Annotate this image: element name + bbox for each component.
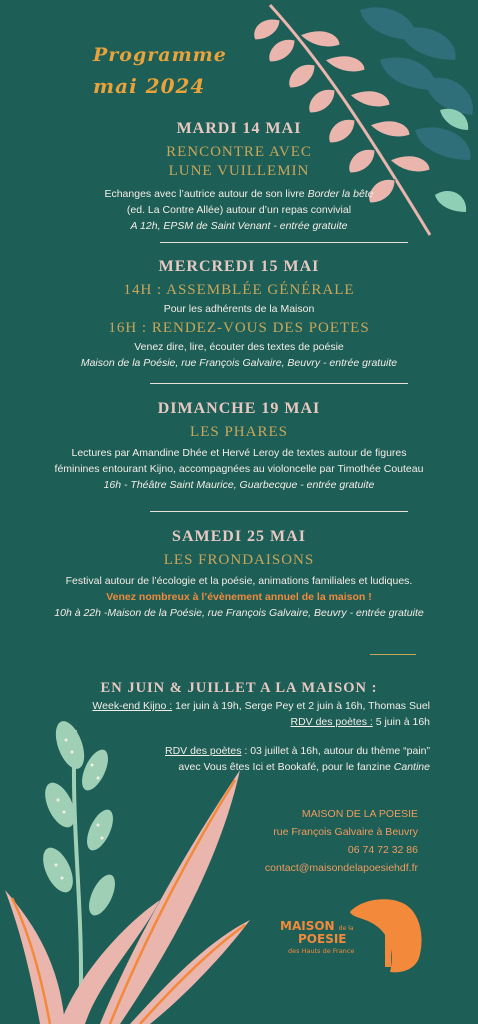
event-info: 10h à 22h -Maison de la Poésie, rue François Galvaire, Beuvry - entrée gratuite	[54, 607, 424, 619]
event-title: 14H : ASSEMBLÉE GÉNÉRALE	[123, 282, 355, 298]
event-mardi	[25, 120, 453, 234]
rdv-link[interactable]: RDV des poètes :	[290, 716, 373, 728]
weekend-link[interactable]: Week-end Kijno :	[92, 700, 173, 712]
event-description: (ed. La Contre Allée) autour d’un repas convivial	[126, 204, 352, 216]
event-date: DIMANCHE 19 MAI	[157, 400, 321, 417]
contact-block	[200, 805, 418, 877]
event-title: LUNE VUILLEMIN	[168, 163, 310, 179]
event-date: MARDI 14 MAI	[176, 120, 302, 137]
event-date: MERCREDI 15 MAI	[158, 258, 320, 275]
event-description: Echanges avec l’autrice autour de son livre Border la bête	[104, 188, 374, 200]
divider	[370, 654, 416, 655]
event-description: Lectures par Amandine Dhée et Hervé Leroy de textes autour de figures	[71, 447, 407, 459]
event-samedi	[25, 528, 453, 621]
event-title: 16H : RENDEZ-VOUS DES POETES	[108, 320, 370, 336]
event-description: féminines entourant Kijno, accompagnées au violoncelle par Timothée Couteau	[54, 463, 424, 475]
summer-rdv: RDV des poètes : 5 juin à 16h	[290, 716, 430, 728]
program-title-line2: mai 2024	[93, 74, 206, 98]
event-mercredi	[25, 258, 453, 371]
logo-line2: POESIE	[298, 932, 347, 946]
divider	[150, 383, 408, 384]
logo-house-icon	[340, 892, 430, 982]
summer-rdv2-line2: avec Vous êtes Ici et Bookafé, pour le fanzine Cantine	[178, 761, 430, 773]
event-title: LES PHARES	[190, 424, 288, 440]
event-info: A 12h, EPSM de Saint Venant - entrée gratuite	[130, 220, 348, 232]
summer-weekend: Week-end Kijno : 1er juin à 19h, Serge Pey et 2 juin à 16h, Thomas Suel	[92, 700, 430, 712]
event-info: 16h - Théâtre Saint Maurice, Guarbecque - entrée gratuite	[103, 479, 375, 491]
summer-heading: EN JUIN & JUILLET A LA MAISON :	[100, 680, 378, 696]
rdv2-link[interactable]: RDV des poètes	[164, 745, 242, 757]
event-dimanche	[25, 400, 453, 493]
event-description: Venez dire, lire, écouter des textes de poésie	[134, 341, 344, 353]
event-description: Pour les adhérents de la Maison	[163, 303, 315, 315]
divider	[160, 242, 408, 243]
logo-line3: des Hauts de France	[288, 947, 355, 955]
contact-name: MAISON DE LA POESIE	[301, 808, 418, 820]
divider	[150, 511, 408, 512]
event-title: LES FRONDAISONS	[163, 552, 315, 568]
contact-phone[interactable]: 06 74 72 32 86	[347, 844, 418, 856]
contact-address: rue François Galvaire à Beuvry	[273, 826, 418, 838]
event-date: SAMEDI 25 MAI	[172, 528, 306, 545]
event-info: Maison de la Poésie, rue François Galvaire, Beuvry - entrée gratuite	[80, 357, 398, 369]
event-highlight: Venez nombreux à l’évènement annuel de la maison !	[106, 591, 372, 603]
logo-line1: MAISON	[280, 919, 335, 933]
event-title: RENCONTRE AVEC	[166, 144, 312, 160]
logo-de-la: de la	[338, 925, 354, 932]
maison-poesie-logo	[280, 892, 430, 982]
contact-email[interactable]: contact@maisondelapoesiehdf.fr	[264, 862, 418, 874]
summer-rdv2: RDV des poètes : 03 juillet à 16h, autour du thème “pain”	[164, 745, 430, 757]
event-description: Festival autour de l’écologie et la poésie, animations familiales et ludiques.	[65, 575, 413, 587]
program-title-line1: Programme	[93, 44, 227, 66]
